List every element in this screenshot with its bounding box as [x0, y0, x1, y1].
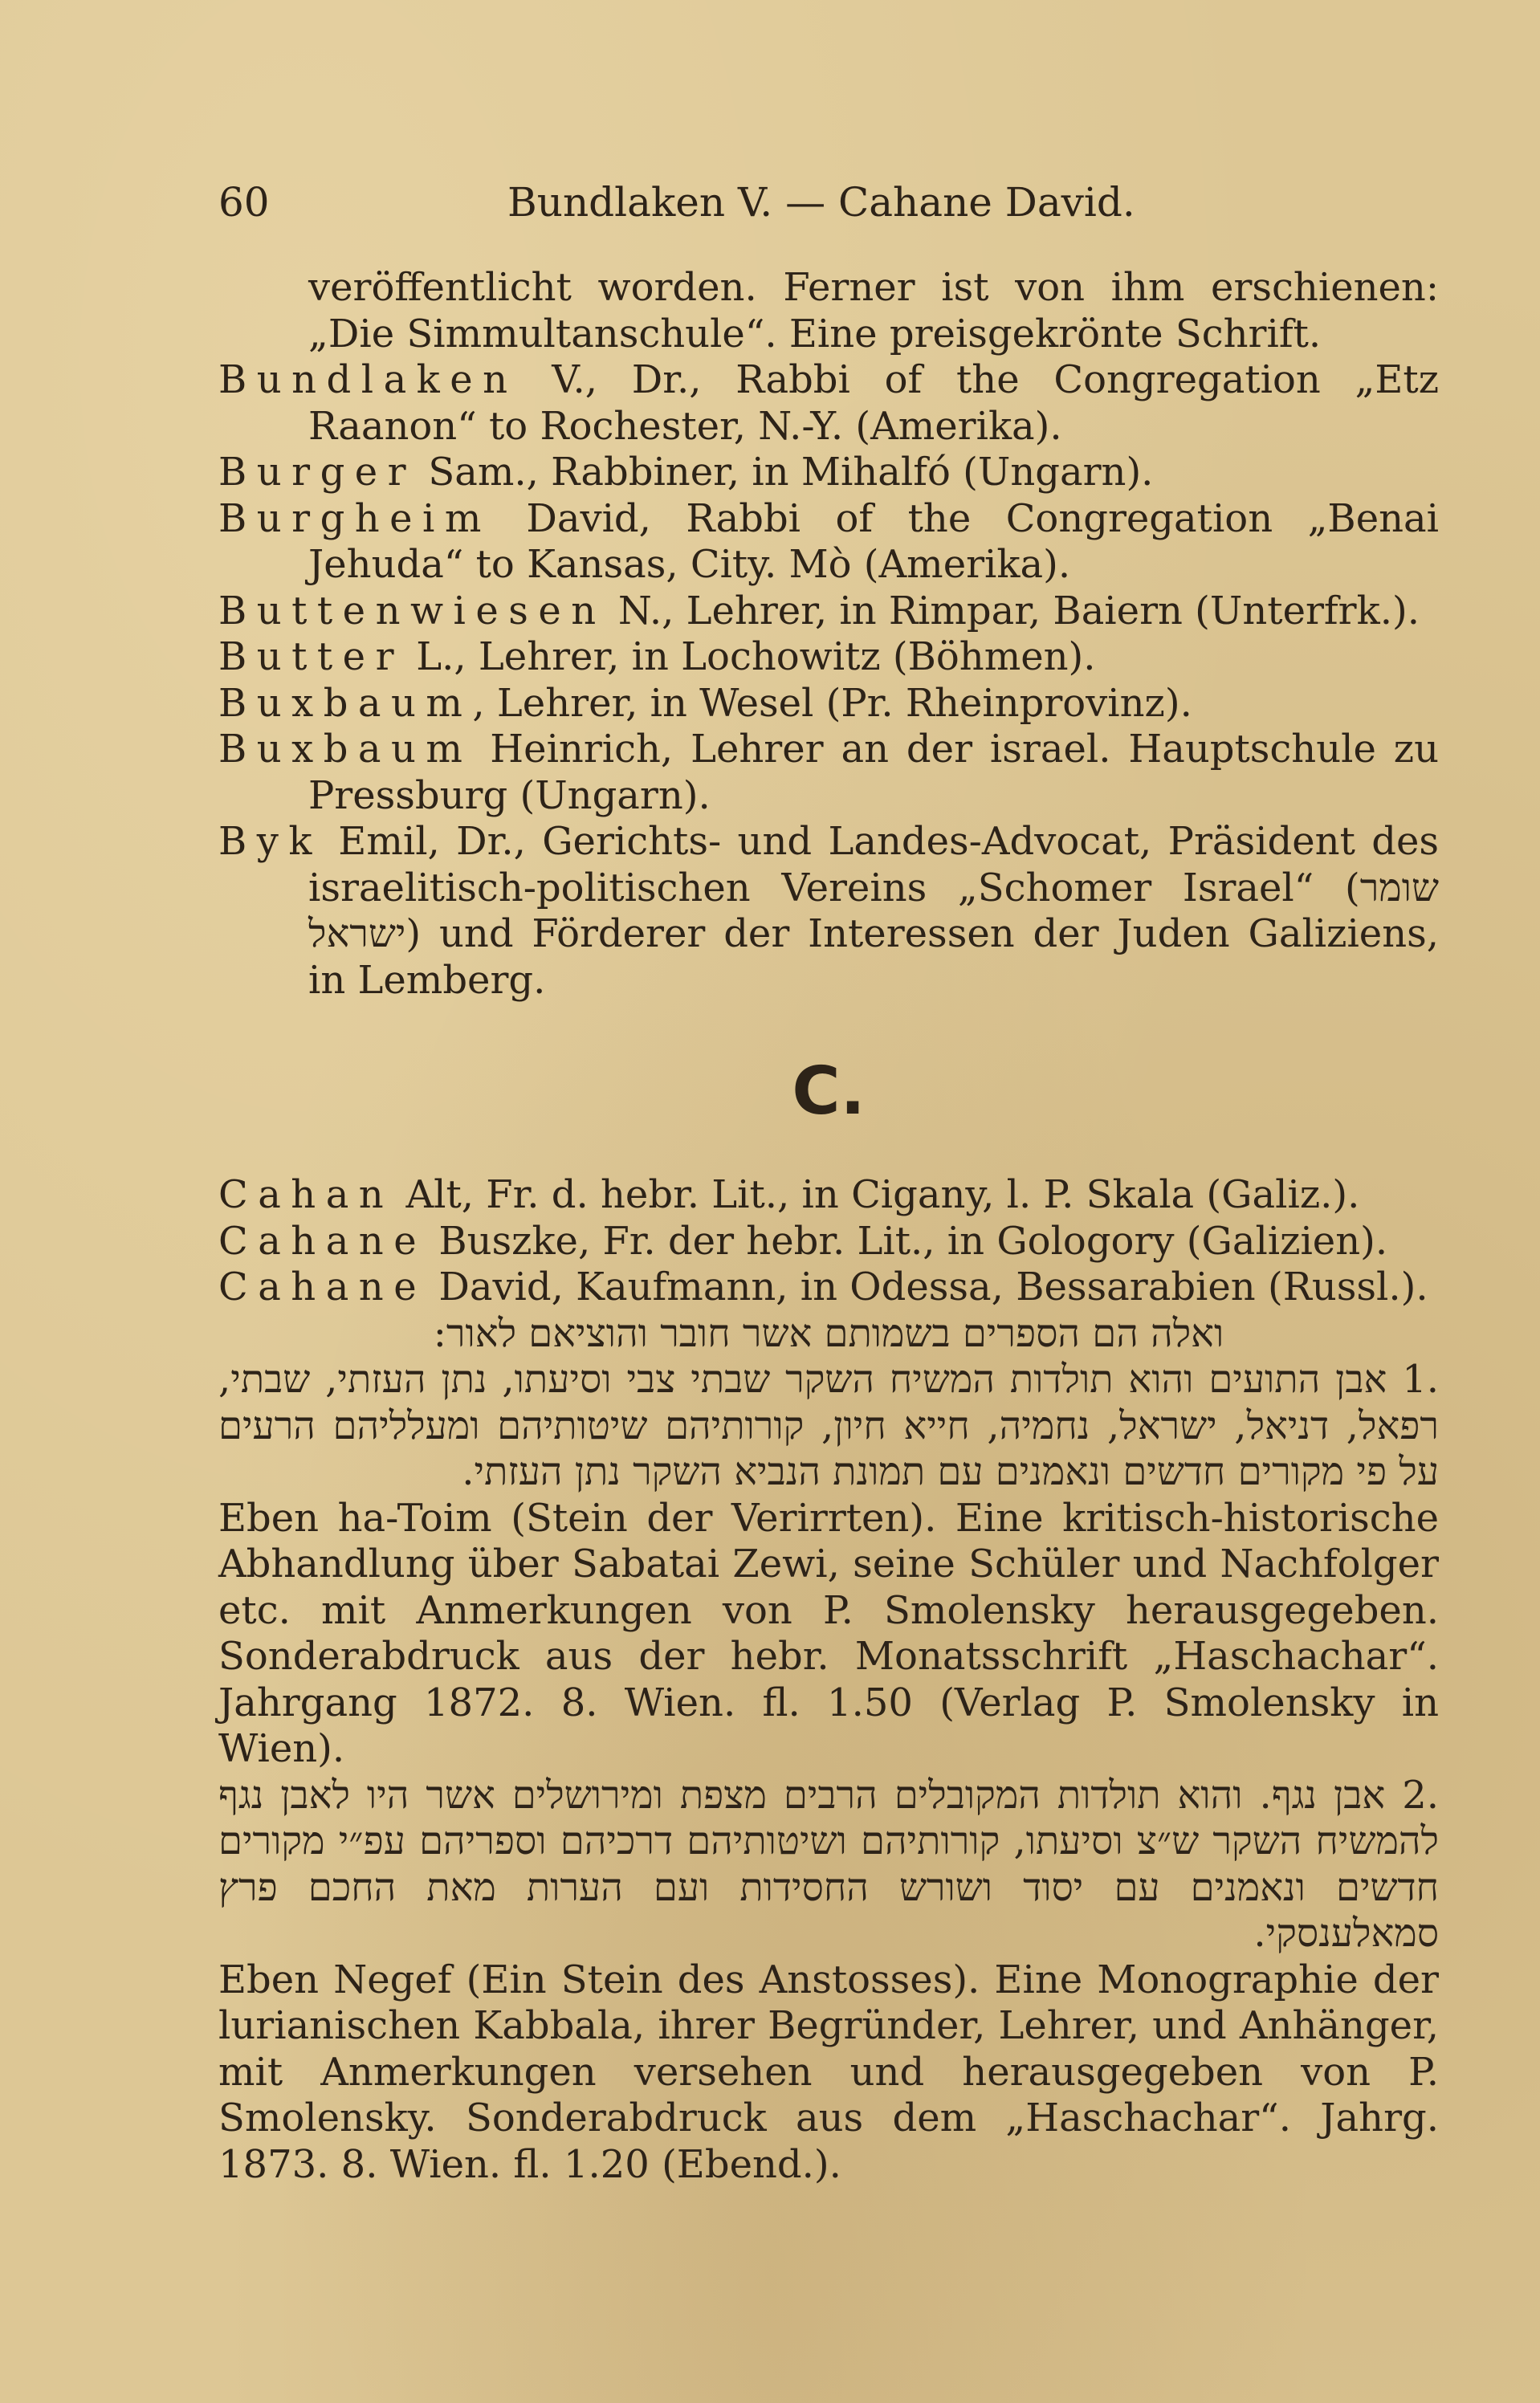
- entry-bundlaken: [218, 357, 1439, 450]
- entry-name: Byk: [218, 819, 322, 864]
- work-1-hebrew: [218, 1357, 1439, 1496]
- page-number: 60: [218, 179, 270, 226]
- running-title: Bundlaken V. — Cahane David.: [507, 179, 1135, 226]
- work-number: 1.: [1402, 1357, 1439, 1402]
- entry-name: Burgheim: [218, 495, 491, 541]
- entry-hebrew-name: שומר ישראל: [308, 865, 1439, 956]
- entry-name: Buttenwiesen: [218, 588, 606, 633]
- entry-text: L., Lehrer, in Lochowitz (Böhmen).: [404, 634, 1096, 679]
- entry-byk: [218, 819, 1439, 1004]
- entry-text: , Lehrer, in Wesel (Pr. Rheinprovinz).: [472, 680, 1192, 726]
- entry-name: Cahane: [218, 1265, 427, 1309]
- entry-text: V., Dr., Rabbi of the Congregation „Etz Raanon“ to Rochester, N.-Y. (Amerika).: [308, 357, 1439, 449]
- entry-text: David, Kaufmann, in Odessa, Bessarabien (Russl.).: [426, 1265, 1428, 1309]
- works-intro: ואלה הם הספרים בשמותם אשר חובר והוציאם לאור:: [433, 1310, 1224, 1356]
- entry-buxbaum: [218, 681, 1439, 727]
- entry-continuation: veröffentlicht worden. Ferner ist von ihm erschienen: „Die Simmultanschule“. Eine preisgekrönte Schrift.: [308, 265, 1439, 356]
- entry-text: Emil, Dr., Gerichts- und Landes-Advocat, Präsident des israelitisch-politischen Vereins „Schomer Israel“ (: [308, 819, 1439, 910]
- work-number: 2.: [1402, 1772, 1439, 1818]
- entry-name: Cahan: [218, 1172, 394, 1217]
- entry-text: Heinrich, Lehrer an der israel. Hauptschule zu Pressburg (Ungarn).: [308, 727, 1439, 818]
- entry-buxbaum-heinrich: [218, 727, 1439, 819]
- entry-name: Butter: [218, 634, 404, 679]
- entry-text: David, Rabbi of the Congregation „Benai Jehuda“ to Kansas, City. Mò (Amerika).: [308, 495, 1439, 587]
- entry-text: Buszke, Fr. der hebr. Lit., in Gologory (Galizien).: [426, 1218, 1388, 1264]
- work-2-german: Eben Negef (Ein Stein des Anstosses). Eine Monographie der lurianischen Kabbala, ihrer Begründer, Lehrer, und Anhänger, mit Anmerkungen versehen und herausgegeben von P. Smolensky. Sonderabdruck aus dem „Haschachar“. Jahrg. 1873. 8. Wien. fl. 1.20 (Ebend.).: [218, 1957, 1439, 2187]
- work-hebrew-title: אבן נגף. והוא תולדות המקובלים הרבים מצפת ומירושלים אשר היו לאבן נגף להמשיח השקר ש״צ וסיעתו, קורותיהם ושיטותיהם דרכיהם וספריהם עפ״י מקורים חדשים ונאמנים עם יסוד ושורש החסידות ועם הערות מאת החכם פרץ סמאלענסקי.: [218, 1772, 1439, 1956]
- page-body: [218, 265, 1439, 2188]
- entry-buttenwiesen: [218, 589, 1439, 635]
- entry-text: Sam., Rabbiner, in Mihalfó (Ungarn).: [416, 450, 1154, 495]
- entry-text: Alt, Fr. d. hebr. Lit., in Cigany, l. P. Skala (Galiz.).: [393, 1172, 1360, 1217]
- entry-name: Buxbaum: [218, 727, 473, 772]
- entry-name: Buxbaum: [218, 680, 473, 726]
- work-1-german: Eben ha-Toim (Stein der Verirrten). Eine kritisch-historische Abhandlung über Sabatai Zewi, seine Schüler und Nachfolger etc. mit Anmerkungen von P. Smolensky herausgegeben. Sonderabdruck aus der hebr. Monatsschrift „Haschachar“. Jahrgang 1872. 8. Wien. fl. 1.50 (Verlag P. Smolensky in Wien).: [218, 1495, 1439, 1771]
- work-2-hebrew: [218, 1773, 1439, 1957]
- entry-text: ) und Förderer der Interessen der Juden Galiziens, in Lemberg.: [308, 911, 1439, 1003]
- entry-butter: [218, 634, 1439, 681]
- entry-burgheim: [218, 496, 1439, 589]
- section-heading: C.: [792, 1053, 866, 1130]
- entry-burger: [218, 450, 1439, 496]
- entry-cahan-alt: [218, 1172, 1439, 1219]
- entry-name: Bundlaken: [218, 357, 518, 402]
- work-hebrew-title: אבן התועים והוא תולדות המשיח השקר שבתי צבי וסיעתו, נתן העזתי, שבתי, רפאל, דניאל, ישראל, נחמיה, חייא חיון, קורותיהם שיטותיהם ומעלליהם הרעים על פי מקורים חדשים ונאמנים עם תמונת הנביא השקר נתן העזתי.: [218, 1357, 1439, 1494]
- entry-name: Cahane: [218, 1218, 427, 1264]
- entry-name: Burger: [218, 450, 417, 495]
- entry-text: N., Lehrer, in Rimpar, Baiern (Unterfrk.).: [605, 588, 1420, 633]
- entry-cahane-david: [218, 1265, 1439, 1311]
- entry-cahane-buszke: [218, 1219, 1439, 1265]
